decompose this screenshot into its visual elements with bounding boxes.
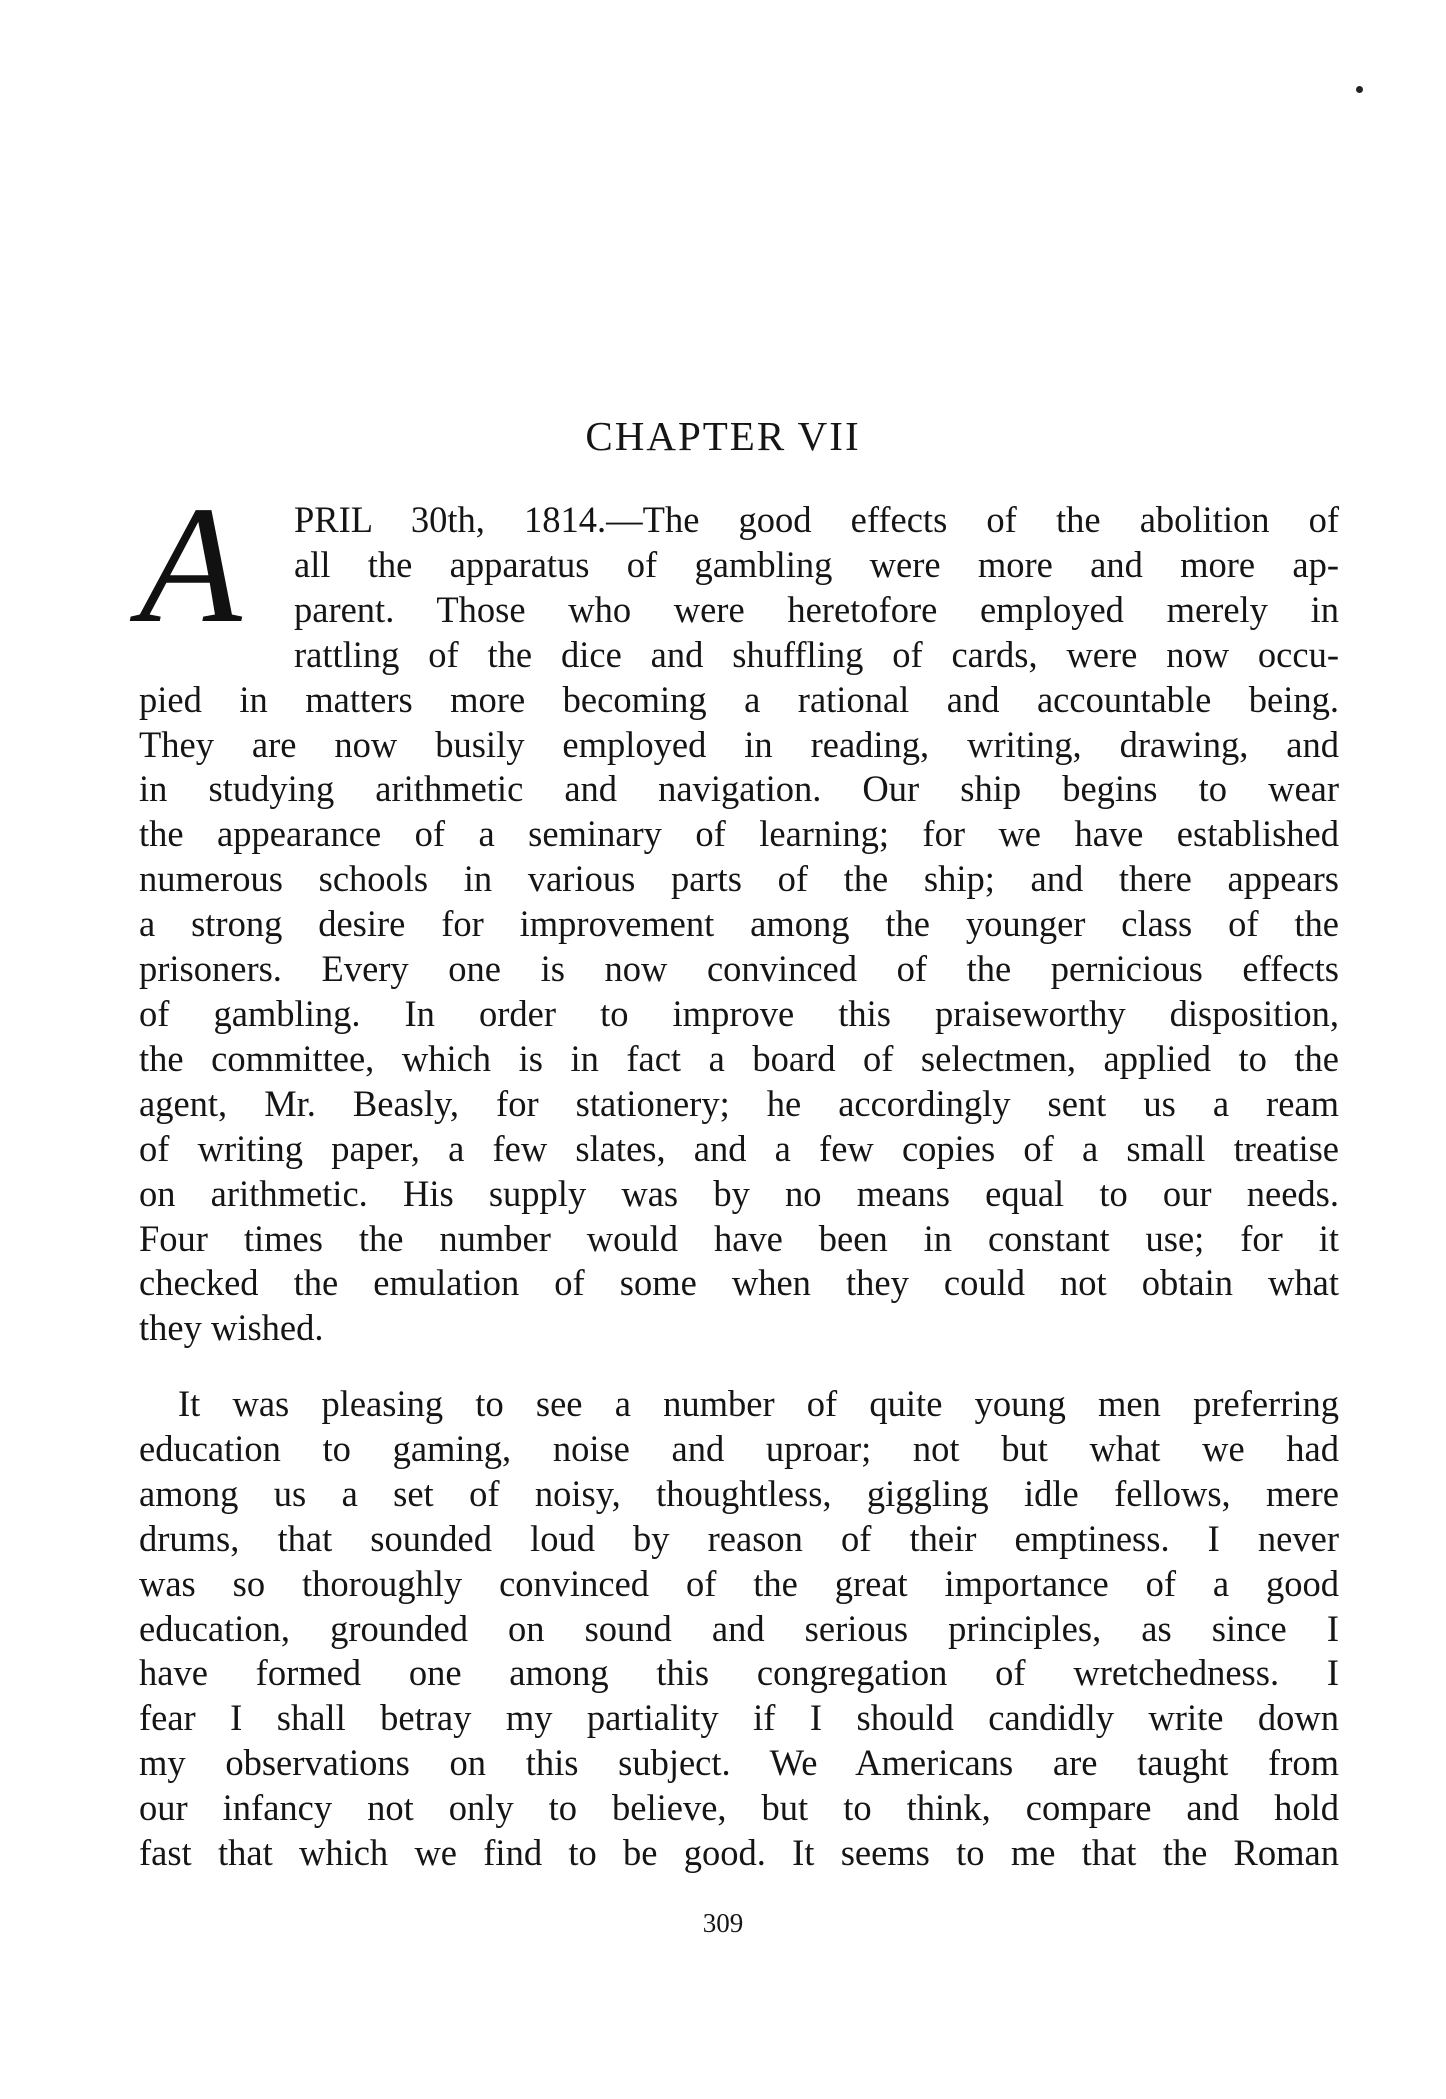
paragraph-line: the committee, which is in fact a board of selectmen, applied to the xyxy=(139,1037,1339,1079)
paragraph-line: education, grounded on sound and serious principles, as since I xyxy=(139,1607,1339,1649)
paragraph-line: PRIL 30th, 1814.—The good effects of the abolition of xyxy=(294,499,1339,540)
paragraph-line: have formed one among this congregation of wretchedness. I xyxy=(139,1652,1339,1694)
paragraph-line: checked the emulation of some when they could not obtain what xyxy=(139,1262,1339,1304)
paragraph-line: Four times the number would have been in constant use; for it xyxy=(139,1217,1339,1259)
paragraph-line: rattling of the dice and shuffling of cards, were now occu- xyxy=(294,633,1339,675)
drop-cap: A xyxy=(139,472,242,658)
paragraph-line: prisoners. Every one is now convinced of the pernicious effects xyxy=(139,948,1339,990)
paragraph-line: the appearance of a seminary of learning; for we have established xyxy=(139,813,1339,855)
paragraph-line: my observations on this subject. We Americans are taught from xyxy=(139,1742,1339,1784)
paragraph-line: They are now busily employed in reading, writing, drawing, and xyxy=(139,723,1339,765)
paragraph-line: on arithmetic. His supply was by no means equal to our needs. xyxy=(139,1172,1339,1214)
paragraph-line: in studying arithmetic and navigation. Our ship begins to wear xyxy=(139,768,1339,810)
paragraph-line: fast that which we find to be good. It seems to me that the Roman xyxy=(139,1832,1339,1874)
paragraph-line: numerous schools in various parts of the ship; and there appears xyxy=(139,858,1339,900)
paragraph-line: pied in matters more becoming a rational and accountable being. xyxy=(139,678,1339,720)
paragraph-line: a strong desire for improvement among the younger class of the xyxy=(139,903,1339,945)
page-number: 309 xyxy=(702,1908,744,1938)
paragraph-2 xyxy=(139,1382,1339,1876)
paragraph-line: among us a set of noisy, thoughtless, giggling idle fellows, mere xyxy=(139,1472,1339,1514)
chapter-title: CHAPTER VII xyxy=(585,413,861,459)
paragraph-line: education to gaming, noise and uproar; not but what we had xyxy=(139,1427,1339,1469)
paragraph-line: agent, Mr. Beasly, for stationery; he accordingly sent us a ream xyxy=(139,1082,1339,1124)
paragraph-line: was so thoroughly convinced of the great importance of a good xyxy=(139,1562,1339,1604)
paragraph-line: all the apparatus of gambling were more and more ap- xyxy=(294,543,1339,585)
paragraph-line: It was pleasing to see a number of quite young men preferring xyxy=(178,1383,1339,1424)
paragraph-line: our infancy not only to believe, but to think, compare and hold xyxy=(139,1787,1339,1829)
paragraph-line: parent. Those who were heretofore employed merely in xyxy=(294,588,1339,630)
paragraph-line: drums, that sounded loud by reason of their emptiness. I never xyxy=(139,1517,1339,1559)
paragraph-line: of writing paper, a few slates, and a few copies of a small treatise xyxy=(139,1127,1339,1169)
paragraph-line: they wished. xyxy=(139,1307,324,1349)
ink-speck xyxy=(1356,86,1363,93)
paragraph-1 xyxy=(139,498,1339,1351)
paragraph-line: of gambling. In order to improve this praiseworthy disposition, xyxy=(139,992,1339,1034)
paragraph-line: fear I shall betray my partiality if I should candidly write down xyxy=(139,1697,1339,1739)
